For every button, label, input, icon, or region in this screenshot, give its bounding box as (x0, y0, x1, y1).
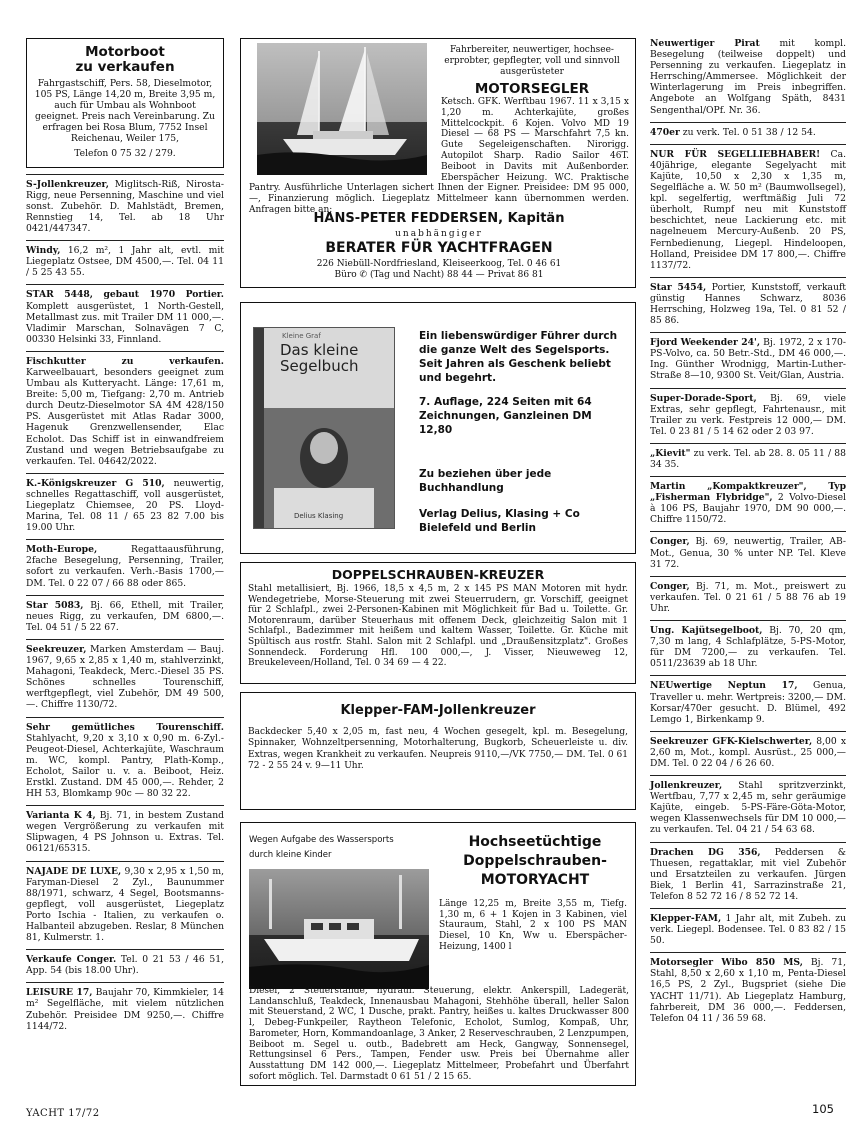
classified-ad-body: Regattaausführung, 2fache Besegelung, Persenning, Trailer, sofort zu verkaufen. Verh.-Basis 1700,— DM. Tel. 0 22 07 / 66 88 oder 865. (26, 544, 224, 589)
ad-separator (26, 595, 224, 596)
ad-separator (26, 351, 224, 352)
classified-ad (26, 954, 224, 979)
classified-ad-body: Bj. 66, Ethell, mit Trailer, neues Rigg, zu verkaufen, DM 6800,—. Tel. 04 51 / 5 22 67. (26, 599, 224, 633)
ad-separator (650, 952, 846, 953)
classified-ad-body: 9,30 x 2,95 x 1,50 m, Faryman-Diesel 2 Zyl., Baunummer 88/1971, schwarz, 4 Segel, Bootsmanns-gepflegt, voll ausgerüstet, Liegeplatz Porto Ischia - Italien, zu verkaufen o. Halbanteil abzugeben. Reslar, 8 München 81, Kulmerstr. 1. (26, 865, 225, 944)
motoryacht-intro: Wegen Aufgabe des Wassersports durch kleine Kinder (249, 835, 394, 860)
right-column (650, 38, 846, 1027)
classified-ad (26, 356, 224, 470)
motoryacht-title-1: Hochseetüchtige (468, 834, 602, 850)
book-cover-publisher: Delius Klasing (294, 512, 344, 520)
classified-ad-body: Ca. 40jährige, elegante Segelyacht mit Kajüte, 10,50 x 2,30 x 1,35 m, Segelfläche a. W. 50 m² (Baumwollsegel), kpl. segelfertig, werftmäßig Juli 72 überholt, Rumpf neu mit Kunststoff beschichtet, neue Lackierung etc. mit nagelneuem Mercury-Außenb. 20 PS, Fernbedienung, Liegepl. Hindeloopen, Holland, Preisidee DM 17 800,—. Chiffre 1137/72. (650, 148, 846, 271)
motorsegler-body: Ketsch. GFK. Werftbau 1967. 11 x 3,15 x 1,20 m. Achterkajüte, großes Mittelcockpit. 6 Kojen. Volvo MD 19 Diesel — 68 PS — Marschfahrt 7,5 kn. Gute Segeleigenschaften. Nirorigg. Autopilot Sharp. Radio Sailor 46T. Beiboot in Davits mit Außenborder. Eberspächer Heizung. WC. Praktische Pantry. Ausführliche Unterlagen sichert Ihnen der Eigner. Preisidee: DM 95 000,—, Finanzierung möglich. Liegeplatz Mittelmeer kann übernommen werden. Anfragen bitte an: (249, 97, 629, 215)
classified-ad-head: NEUwertige Neptun 17, (650, 680, 798, 692)
classified-ad-body: Marken Amsterdam — Bauj. 1967, 9,65 x 2,85 x 1,40 m, stahlverzinkt, Mahagoni, Teakdeck, Merc.-Diesel 35 PS. Schönes schnelles Tourenschiff, werftgepflegt, viel Zubehör, DM 49 500,—. Chiffre 1130/72. (26, 643, 224, 711)
classified-ad-head: Jollenkreuzer, (650, 780, 723, 792)
ad-separator (650, 476, 846, 477)
klepper-body: Backdecker 5,40 x 2,05 m, fast neu, 4 Wochen gesegelt, kpl. m. Besegelung, Spinnaker, Wohnzeltpersenning, Motorhalterung, Bugkorb, Scheuerleiste u. div. Extras, wegen Krankheit zu verkaufen. Neupreis 9110,—/VK 7750,— DM. Tel. 0 61 72 - 2 55 24 v. 9—11 Uhr. (248, 727, 628, 772)
classified-ad (26, 644, 224, 714)
book-cover-title: Das kleine Segelbuch (280, 341, 359, 375)
ad-separator (26, 639, 224, 640)
ad-separator (650, 531, 846, 532)
doppelschrauben-title: DOPPELSCHRAUBEN-KREUZER (331, 567, 545, 582)
classified-ad (650, 127, 846, 141)
classified-ad-body: 1 Jahr alt, mit Zubeh. zu verk. Liegepl. Bodensee. Tel. 0 83 82 / 15 50. (650, 913, 846, 947)
classified-ad (26, 245, 224, 281)
classified-ad (650, 736, 846, 772)
classified-ad-head: Seekreuzer, (26, 643, 87, 655)
classified-ad-head: K.-Königskreuzer G 510, (26, 477, 165, 489)
ad-separator (26, 174, 224, 175)
feddersen-ad (240, 38, 636, 288)
classified-ad-body: Bj. 70, 20 qm, 7,30 m lang, 4 Schlafplätze, 5-PS-Motor, für DM 7200,— zu verkaufen. Tel. 0511/23639 ab 18 Uhr. (650, 625, 846, 670)
ad-separator (26, 473, 224, 474)
classified-ad-head: Neuwertiger Pirat (650, 38, 760, 49)
classified-ad-head: NUR FÜR SEGELLIEBHABER! (650, 148, 821, 160)
ad-separator (650, 620, 846, 621)
left-column (26, 28, 224, 1035)
book-text (419, 329, 625, 535)
classified-ad (26, 600, 224, 636)
motoryacht-title-3: MOTORYACHT (480, 872, 590, 888)
book-cover (253, 327, 395, 529)
motoryacht-body: Diesel, 2 Steuerstände, hydraul. Steuerung, elektr. Ankerspill, Ladegerät, Landanschluß, Teakdeck, Innenausbau Mahagoni, Stehhöhe überall, heller Salon mit Steuerstand, 2 WC, 1 Dusche, prakt. Pantry, heißes u. kaltes Druckwasser 800 l, Debeg-Funkpeiler, Raytheon Telefonic, Echolot, Sumlog, Kompaß, Uhr, Barometer, Horn, Kommandoanlage, 3 Anker, 2 Reserveschrauben, 2 Lenzpumpen, Beiboot m. Segel u. outb., Badebrett am Heck, Gangway, Sonnensegel, Rettungsinsel 6 Pers., Tampen, Fender usw. Preis bei Übernahme aller Ausstattung DM 142 000,—. Liegeplatz Mittelmeer, Probefahrt und Überfahrt sofort möglich. Tel. Darmstadt 0 61 51 / 2 15 65. (249, 986, 629, 1082)
classified-ad-body: Peddersen & Thuesen, regattaklar, mit viel Zubehör und Ersatzteilen zu verkaufen. Jürgen Biek, 1 Berlin 41, Sarrazinstraße 21, Telefon 8 52 72 16 / 8 52 72 14. (650, 846, 846, 902)
feddersen-name: HANS-PETER FEDDERSEN, Kapitän (313, 211, 565, 226)
motorboot-phone: Telefon 0 75 32 / 279. (74, 147, 176, 159)
classified-ad-body: Bj. 71, Stahl, 8,50 x 2,60 x 1,10 m, Penta-Diesel 16,5 PS, 2 Zyl., Bugspriet (siehe Die YACHT 11/71). Ab Liegeplatz Hamburg, fahrbereit, DM 36 000,—. Feddersen, Telefon 04 11 / 36 59 68. (650, 957, 846, 1024)
book-availability: Zu beziehen über jede Buchhandlung (419, 468, 552, 494)
left-classifieds (26, 174, 224, 1035)
classified-ad-body: Bj. 69, viele Extras, sehr gepflegt, Fahrtenausr., mit Trailer zu verk. Festpreis 12 000,— DM. Tel. 0 23 81 / 5 14 62 oder 2 03 97. (650, 392, 846, 437)
classified-ad (650, 913, 846, 949)
page-number: 105 (812, 1102, 834, 1116)
motor-yacht-illustration (249, 869, 429, 989)
ad-separator (650, 144, 846, 145)
classified-ad-head: Star 5454, (650, 281, 707, 293)
classified-ad (650, 38, 846, 119)
motorsegler-title: MOTORSEGLER (474, 81, 590, 97)
classified-ad-body: Miglitsch-Riß, Nirosta-Rigg, neue Persenning, Maschine und viel sonst. Zubehör. D. Mahlstädt, Bremen, Rennstieg 14, Tel. ab 18 Uhr 0421/447347. (26, 178, 224, 235)
classified-ad (26, 866, 224, 947)
berater-title: BERATER FÜR YACHTFRAGEN (325, 240, 553, 256)
classified-ad-body: 8,00 x 2,60 m, Mot., kompl. Ausrüst., 25 000,— DM. Tel. 0 22 04 / 6 26 60. (650, 735, 846, 769)
klepper-title: Klepper-FAM-Jollenkreuzer (340, 703, 536, 718)
classified-ad-body: 16,2 m², 1 Jahr alt, evtl. mit Liegeplatz Ostsee, DM 4500,—. Tel. 04 11 / 5 25 43 55. (26, 245, 224, 279)
classified-ad (650, 149, 846, 274)
ad-separator (650, 908, 846, 909)
classified-ad-body: Portier, Kunststoff, verkauft günstig Hannes Schwarz, 8036 Herrsching, Holzweg 19a, Tel. 0 81 52 / 85 86. (650, 281, 847, 327)
classified-ad-head: STAR 5448, gebaut 1970 Portier. (26, 289, 224, 301)
ad-separator (650, 122, 846, 123)
classified-ad (26, 810, 224, 857)
classified-ad-head: Martin „Kompaktkreuzer", Typ „Fisherman Flybridge", (650, 481, 846, 504)
ad-separator (26, 717, 224, 718)
classified-ad-body: Baujahr 70, Kimmkieler, 14 m² Segelfläche, mit vielem nützlichen Zubehör. Preisidee DM 9250,—. Chiffre 1144/72. (26, 987, 224, 1032)
classified-ad (650, 393, 846, 440)
unabhaengiger: unabhängiger (395, 229, 483, 239)
classified-ad-head: Windy, (26, 245, 61, 257)
motoryacht-photo (249, 869, 429, 989)
classified-ad-head: Moth-Europe, (26, 544, 98, 556)
doppelschrauben-ad (240, 562, 636, 684)
classified-ad-head: Fischkutter zu verkaufen. (26, 355, 224, 367)
classified-ad-body: Stahl spritzverzinkt, Wertfbau, 7,77 x 2,45 m, sehr geräumige Kajüte, eingeb. 5-PS-Färe-Göta-Motor, wegen Klassenwechsels für DM 10 000,— zu verkaufen. Tel. 04 21 / 54 63 68. (650, 780, 846, 836)
classified-ad (650, 448, 846, 473)
motoryacht-title-2: Doppelschrauben- (463, 853, 607, 869)
classified-ad (650, 337, 846, 384)
classified-ad-head: Seekreuzer GFK-Kielschwerter, (650, 735, 813, 747)
classified-ad (26, 544, 224, 591)
classified-ad-body: mit kompl. Besegelung (teilweise doppelt) und Persenning zu verkaufen. Liegeplatz in Herrsching/Ammersee. Möglichkeit der Winterlagerung im Preis inbegriffen. Angebote an Wolfgang Späth, 8431 Sengenthal/OPf. Nr. 36. (650, 38, 847, 116)
classified-ad-head: Conger, (650, 536, 690, 548)
classified-ad (650, 957, 846, 1027)
classified-ad (650, 581, 846, 617)
feddersen-buero: Büro ✆ (Tag und Nacht) 88 44 — Privat 86 81 (334, 270, 544, 280)
ad-separator (26, 539, 224, 540)
classified-ad (650, 780, 846, 838)
classified-ad (650, 481, 846, 528)
classified-ad-head: Verkaufe Conger. (26, 954, 117, 966)
ad-separator (650, 277, 846, 278)
ad-separator (650, 842, 846, 843)
classified-ad-head: Sehr gemütliches Tourenschiff. (26, 721, 224, 733)
ad-separator (26, 240, 224, 241)
classified-ad-body: Bj. 69, neuwertig, Trailer, AB-Mot., Genua, 30 % unter NP. Tel. Kleve 31 72. (650, 536, 846, 570)
motorboot-subtitle: zu verkaufen (75, 59, 175, 75)
klepper-ad (240, 692, 636, 810)
ad-separator (650, 775, 846, 776)
classified-ad (26, 478, 224, 536)
classified-ad-head: Super-Dorade-Sport, (650, 392, 757, 404)
classified-ad-body: zu verk. Tel. 0 51 38 / 12 54. (679, 126, 816, 138)
classified-ad (26, 179, 224, 237)
classified-ad-body: 2 Volvo-Diesel à 106 PS, Baujahr 1970, DM 90 000,—. Chiffre 1150/72. (650, 492, 846, 526)
ad-separator (650, 731, 846, 732)
motorboot-title: Motorboot (85, 44, 165, 60)
book-ad (240, 302, 636, 554)
classified-ad (26, 722, 224, 803)
classified-ad-body: Karweelbauart, besonders geeignet zum Umbau als Kutteryacht. Länge: 17,61 m, Breite: 5,00 m, Tiefgang: 2,70 m. Antrieb durch Deutz-Dieselmotor SA 4M 428/150 PS. Ausgerüstet mit Atlas Radar 3000, Hagenuk Grenzwellensender, Elac Echolot. Das Schiff ist in einwandfreiem Zustand und wegen Betriebsaufgabe zu verkaufen. Tel. 04642/2022. (26, 366, 224, 467)
sailor-photo-icon (254, 328, 394, 528)
classified-ad (650, 847, 846, 905)
motorsegler-body-wrap (249, 97, 629, 219)
ad-separator (650, 332, 846, 333)
motoryacht-ad (240, 822, 636, 1086)
classified-ad (26, 289, 224, 347)
book-edition: 7. Auflage, 224 Seiten mit 64 Zeichnungen, Ganzleinen DM 12,80 (419, 396, 592, 436)
ad-separator (650, 443, 846, 444)
ad-separator (26, 284, 224, 285)
classified-ad-head: Conger, (650, 580, 690, 592)
ad-separator (26, 982, 224, 983)
photo-float-spacer (249, 97, 441, 177)
classified-ad-head: Klepper-FAM, (650, 913, 722, 924)
ad-separator (650, 388, 846, 389)
classified-ad (650, 282, 846, 329)
book-publisher: Verlag Delius, Klasing + Co (419, 508, 580, 520)
classified-ad-body: Bj. 71, m. Mot., preiswert zu verkaufen. Tel. 0 21 61 / 5 88 76 ab 19 Uhr. (650, 580, 846, 614)
classified-ad-head: NAJADE DE LUXE, (26, 865, 122, 877)
classified-ad-head: Fjord Weekender 24', (650, 337, 761, 349)
footer-magazine: YACHT 17/72 (26, 1108, 100, 1119)
classified-ad-head: S-Jollenkreuzer, (26, 178, 109, 190)
motoryacht-specs: Länge 12,25 m, Breite 3,55 m, Tiefg. 1,30 m, 6 + 1 Kojen in 3 Kabinen, viel Stauraum, Stahl, 2 x 100 PS MAN Diesel, 10 Kn, Ww u. Eberspächer-Heizung, 1400 l (439, 899, 627, 952)
ad-separator (26, 861, 224, 862)
classified-ad-head: Drachen DG 356, (650, 846, 761, 858)
classified-ad-head: LEISURE 17, (26, 987, 93, 999)
classified-ad-head: 470er (650, 126, 680, 138)
classified-ad-body: Komplett ausgerüstet, 1 North-Gestell, Metallmast zus. mit Trailer DM 11 000,—. Vladimir Marschan, Solnavägen 7 C, 00330 Helsinki 33, Finnland. (26, 300, 224, 345)
classified-ad-body: neuwertig, schnelles Regattaschiff, voll ausgerüstet, Liegeplatz Chiemsee, 20 PS. Lloyd-Marina, Tel. 08 11 / 65 23 82 7.00 bis 19.00 Uhr. (26, 477, 224, 534)
motorsegler-intro: Fahrbereiter, neuwertiger, hochsee-erprobter, gepflegter, voll und sinnvoll ausgerüsteter (444, 45, 620, 77)
ad-separator (26, 805, 224, 806)
classified-ad-head: Star 5083, (26, 599, 84, 611)
classified-ad (650, 680, 846, 727)
classified-ad-body: Stahlyacht, 9,20 x 3,10 x 0,90 m. 6-Zyl.-Peugeot-Diesel, Achterkajüte, Waschraum m. WC, kompl. Pantry, Plath-Komp., Echolot, Sailor u. v. a. Beiboot, Heiz. Erstkl. Zustand. DM 45 000,—. Rehder, 2 HH 53, Blomkamp 90c — 80 32 22. (26, 732, 224, 800)
classified-ad-body: Bj. 71, in bestem Zustand wegen Vergrößerung zu verkaufen mit Slipwagen, 4 PS Johnson u. Extras. Tel. 06121/65315. (26, 810, 225, 855)
motorboot-body: Fahrgastschiff, Pers. 58, Dieselmotor, 105 PS, Länge 14,20 m, Breite 3,95 m, auch für Umbau als Wohnboot geeignet. Preis nach Vereinbarung. Zu erfragen bei Rosa Blum, 7752 Insel Reichenau, Weiler 175, (34, 78, 216, 145)
classified-ad-head: „Kievit" (650, 447, 691, 459)
classified-ad-body: Bj. 1972, 2 x 170-PS-Volvo, ca. 50 Betr.-Std., DM 46 000,—. Ing. Günther Wrodnigg, Martin-Luther-Straße 8—10, 9300 St. Veit/Glan, Austria. (650, 337, 846, 382)
right-classifieds (650, 38, 846, 1027)
classified-ad-body: Genua, Traveller u. mehr. Wertpreis: 3200,— DM. Korsar/470er gesucht. D. Blümel, 492 Lemgo 1, Birkenkamp 9. (650, 680, 846, 725)
book-cities: Bielefeld und Berlin (419, 522, 537, 534)
classified-ad-body: Tel. 0 21 53 / 46 51, App. 54 (bis 18.00 Uhr). (26, 954, 224, 977)
classified-ad (650, 625, 846, 672)
feddersen-address: 226 Niebüll-Nordfriesland, Kleiseerkoog, Tel. 0 46 61 (316, 259, 562, 269)
ad-separator (650, 576, 846, 577)
middle-column (240, 38, 636, 1094)
classified-ad (26, 987, 224, 1034)
ad-separator (650, 675, 846, 676)
classified-ad-head: Ung. Kajütsegelboot, (650, 625, 763, 637)
classified-ad-head: Motorsegler Wibo 850 MS, (650, 957, 803, 969)
doppelschrauben-body: Stahl metallisiert, Bj. 1966, 18,5 x 4,5 m, 2 x 145 PS MAN Motoren mit hydr. Wendegetriebe, Morse-Steuerung mit zwei Steuerrudern, gr. Vorschiff, geeignet für 2 Schlafpl., zwei 2-Personen-Kabinen mit Möglichkeit für Bad u. Toilette. Gr. Motorenraum, darüber Steuerhaus mit offenem Deck, gleichzeitig Salon mit 1 Schlafpl., Badezimmer mit heißem und kaltem Wasser, Toilette. Gr. Küche mit Spültisch aus rostfr. Stahl. Salon mit 2 Schlafpl. und „Draußensitzplatz". Großes Sonnendeck. Forderung Hfl. 100 000,—, J. Visser, Nieuweweg 12, Breukeleveen/Holland, Tel. 0 34 69 — 4 22. (248, 584, 628, 669)
book-blurb: Ein liebenswürdiger Führer durch die ganze Welt des Segelsports. Seit Jahren als Geschenk beliebt und begehrt. (419, 330, 618, 384)
classified-ad-body: zu verk. Tel. ab 28. 8. 05 11 / 88 34 35. (650, 447, 846, 470)
classified-ad-head: Varianta K 4, (26, 810, 96, 822)
motorboot-ad (26, 38, 224, 168)
ad-separator (26, 949, 224, 950)
book-cover-author: Kleine Graf (282, 332, 321, 340)
classified-ad (650, 536, 846, 572)
